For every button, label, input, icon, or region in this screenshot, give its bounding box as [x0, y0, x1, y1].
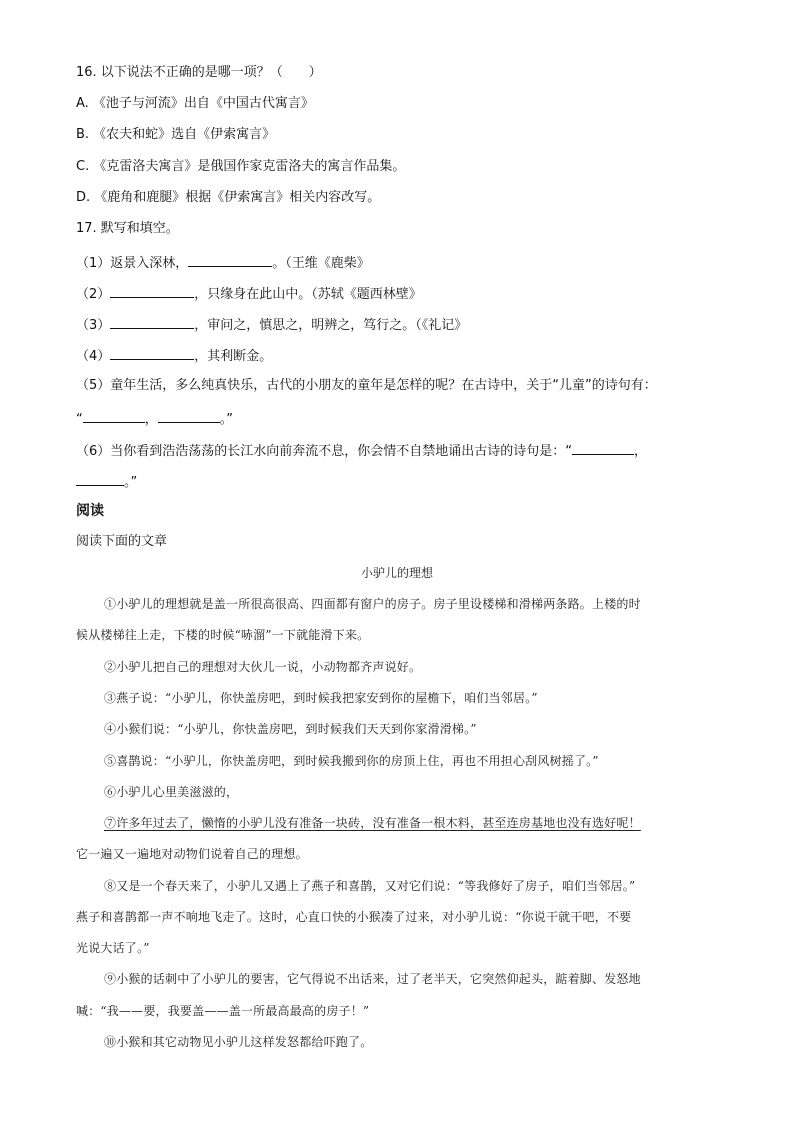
answer-blank[interactable]	[188, 252, 272, 267]
section-title: 阅读	[76, 503, 104, 519]
answer-blank[interactable]	[158, 408, 220, 423]
story-paragraph-line: ①小驴儿的理想就是盖一所很高很高、四面都有窗户的房子。房子里设楼梯和滑梯两条路。上楼的时	[104, 597, 641, 611]
answer-blank[interactable]	[110, 345, 194, 360]
story-paragraph-line: ②小驴儿把自己的理想对大伙儿一说，小动物都齐声说好。	[104, 660, 422, 674]
answer-blank[interactable]	[83, 408, 145, 423]
open-quote: “	[76, 412, 83, 427]
question-17-stem: 17. 默写和填空。	[76, 221, 179, 236]
comma: ，	[634, 444, 648, 459]
item-4-prefix: （4）	[76, 349, 111, 364]
story-paragraph-line: ④小猴们说：“小驴儿，你快盖房吧，到时候我们天天到你家滑滑梯。”	[104, 722, 477, 736]
story-paragraph-line: ⑧又是一个春天来了，小驴儿又遇上了燕子和喜鹊，又对它们说：“等我修好了房子，咱们当邻居。”	[104, 879, 636, 893]
reading-instruction: 阅读下面的文章	[76, 534, 168, 549]
question-16-option-c: C. 《克雷洛夫寓言》是俄国作家克雷洛夫的寓言作品集。	[76, 159, 406, 174]
question-17-item-1	[76, 252, 370, 273]
answer-blank[interactable]	[110, 314, 194, 329]
question-16-option-b: B. 《农夫和蛇》选自《伊索寓言》	[76, 127, 276, 142]
question-17-item-6-line-2	[76, 471, 137, 492]
item-4-suffix: ，其利断金。	[194, 349, 273, 364]
item-1-suffix: 。（王维《鹿柴》	[272, 256, 370, 271]
item-2-suffix: ，只缘身在此山中。（苏轼《题西林壁》	[194, 287, 422, 302]
question-17-item-4	[76, 345, 272, 366]
story-paragraph-line: 候从楼梯往上走，下楼的时候“哧溜”一下就能滑下来。	[76, 628, 370, 642]
question-17-item-5-line-1: （5）童年生活，多么纯真快乐，古代的小朋友的童年是怎样的呢？在古诗中，关于“儿童”的诗句有：	[76, 378, 657, 393]
question-16-option-a: A. 《池子与河流》出自《中国古代寓言》	[76, 96, 314, 111]
item-1-prefix: （1）返景入深林，	[76, 256, 189, 271]
story-paragraph-line: 燕子和喜鹊都一声不响地飞走了。这时，心直口快的小猴凑了过来，对小驴儿说：“你说干就干吧，不要	[76, 910, 632, 924]
question-17-item-5-line-2	[76, 408, 233, 429]
answer-blank[interactable]	[110, 283, 194, 298]
item-6-prefix: （6）当你看到浩浩荡荡的长江水向前奔流不息，你会情不自禁地诵出古诗的诗句是：“	[76, 444, 573, 459]
story-paragraph-line: ⑥小驴儿心里美滋滋的，	[104, 785, 239, 799]
story-paragraph-line: ⑨小猴的话刺中了小驴儿的要害，它气得说不出话来，过了老半天，它突然仰起头，踮着脚、发怒地	[104, 972, 641, 986]
story-underlined-sentence: ⑦许多年过去了，懒惰的小驴儿没有准备一块砖，没有准备一根木料，甚至连房基地也没有选好呢！	[104, 816, 641, 830]
story-title: 小驴儿的理想	[360, 566, 433, 580]
question-16-stem: 16. 以下说法不正确的是哪一项？（ ）	[76, 65, 322, 80]
item-3-suffix: ，审问之，慎思之，明辨之，笃行之。（《礼记》	[194, 318, 468, 333]
story-paragraph-line: 它一遍又一遍地对动物们说着自己的理想。	[76, 847, 308, 861]
close-quote: 。”	[219, 412, 234, 427]
story-paragraph-line: ③燕子说：“小驴儿，你快盖房吧，到时候我把家安到你的屋檐下，咱们当邻居。”	[104, 691, 538, 705]
comma: ，	[144, 412, 158, 427]
question-16-option-d: D. 《鹿角和鹿腿》根据《伊索寓言》相关内容改写。	[76, 190, 381, 205]
question-17-item-6-line-1	[76, 440, 647, 461]
story-paragraph-line: 光说大话了。”	[76, 941, 150, 955]
item-2-prefix: （2）	[76, 287, 111, 302]
close-quote: 。”	[124, 475, 138, 490]
story-paragraph-line: ⑤喜鹊说：“小驴儿，你快盖房吧，到时候我搬到你的房顶上住，再也不用担心刮风树摇了。”	[104, 754, 599, 768]
answer-blank[interactable]	[76, 471, 124, 486]
story-paragraph-line: 喊：“我——要，我要盖——盖一所最高最高的房子！”	[76, 1004, 370, 1018]
answer-blank[interactable]	[572, 440, 634, 455]
question-17-item-3	[76, 314, 467, 335]
item-3-prefix: （3）	[76, 318, 111, 333]
story-paragraph-line: ⑩小猴和其它动物见小驴儿这样发怒都给吓跑了。	[104, 1035, 373, 1049]
question-17-item-2	[76, 283, 422, 304]
